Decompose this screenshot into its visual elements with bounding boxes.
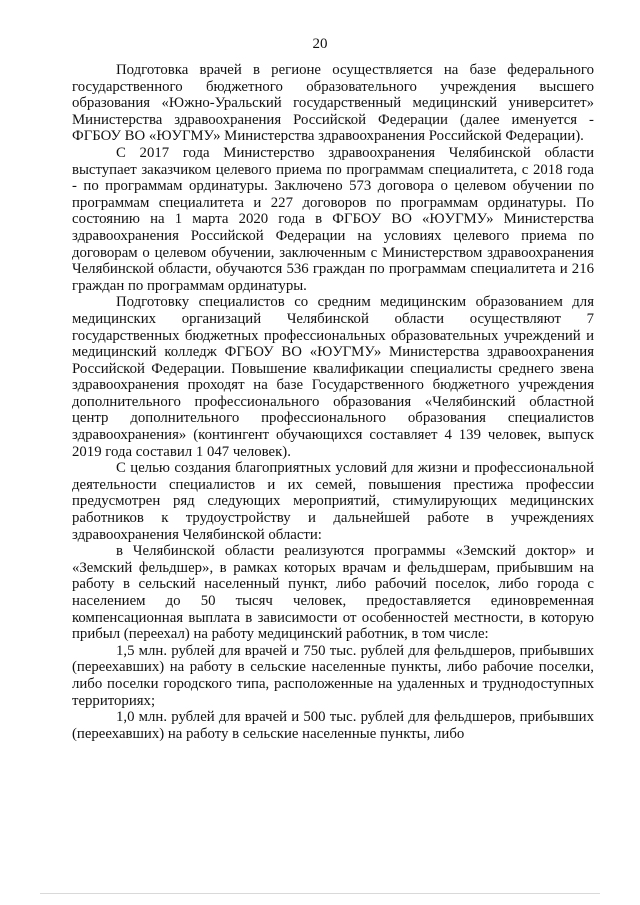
document-body <box>72 62 594 742</box>
paragraph-incentive-measures: С целью создания благоприятных условий для жизни и профессиональной деятельности специалистов и их семей, повышения престижа профессии предусмотрен ряд следующих мероприятий, стимулирующих медицинских работников к трудоустройству и дальнейшей работе в учреждениях здравоохранения Челябинской области: <box>72 460 594 543</box>
paragraph-payment-rural: 1,0 млн. рублей для врачей и 500 тыс. рублей для фельдшеров, прибывших (переехавших) на работу в сельские населенные пункты, либо <box>72 709 594 742</box>
paragraph-doctor-training: Подготовка врачей в регионе осуществляется на базе федерального государственного бюджетного образовательного учреждения высшего образования «Южно-Уральский государственный медицинский университет» Министерства здравоохранения Российской Федерации (далее именуется - ФГБОУ ВО «ЮУГМУ» Министерства здравоохранения Российской Федерации). <box>72 62 594 145</box>
paragraph-secondary-medical-education: Подготовку специалистов со средним медицинским образованием для медицинских организаций Челябинской области осуществляют 7 государственных бюджетных профессиональных образовательных учреждений и медицинский колледж ФГБОУ ВО «ЮУГМУ» Министерства здравоохранения Российской Федерации. Повышение квалификации специалисты среднего звена здравоохранения проходят на базе Государственного бюджетного учреждения дополнительного профессионального образования «Челябинский областной центр дополнительного профессионального образования специалистов здравоохранения» (контингент обучающихся составляет 4 139 человек, выпуск 2019 года составил 1 047 человек). <box>72 294 594 460</box>
scan-edge-line <box>40 893 600 894</box>
paragraph-zemsky-programs: в Челябинской области реализуются программы «Земский доктор» и «Земский фельдшер», в рамках которых врачам и фельдшерам, прибывшим на работу в сельский населенный пункт, либо рабочий поселок, либо города с населением до 50 тысяч человек, предоставляется единовременная компенсационная выплата в зависимости от особенностей местности, в которую прибыл (переехал) на работу медицинский работник, в том числе: <box>72 543 594 643</box>
page-number: 20 <box>312 36 328 52</box>
paragraph-payment-remote: 1,5 млн. рублей для врачей и 750 тыс. рублей для фельдшеров, прибывших (переехавших) на работу в сельские населенные пункты, либо рабочие поселки, либо поселки городского типа, расположенные на удаленных и труднодоступных территориях; <box>72 642 594 709</box>
paragraph-targeted-admission: С 2017 года Министерство здравоохранения Челябинской области выступает заказчиком целевого приема по программам специалитета, с 2018 года - по программам ординатуры. Заключено 573 договора о целевом обучении по программам специалитета и 227 договоров по программам ординатуры. По состоянию на 1 марта 2020 года в ФГБОУ ВО «ЮУГМУ» Министерства здравоохранения Российской Федерации на условиях целевого приема по договорам о целевом обучении, заключенным с Министерством здравоохранения Челябинской области, обучаются 536 граждан по программам специалитета и 216 граждан по программам ординатуры. <box>72 144 594 294</box>
